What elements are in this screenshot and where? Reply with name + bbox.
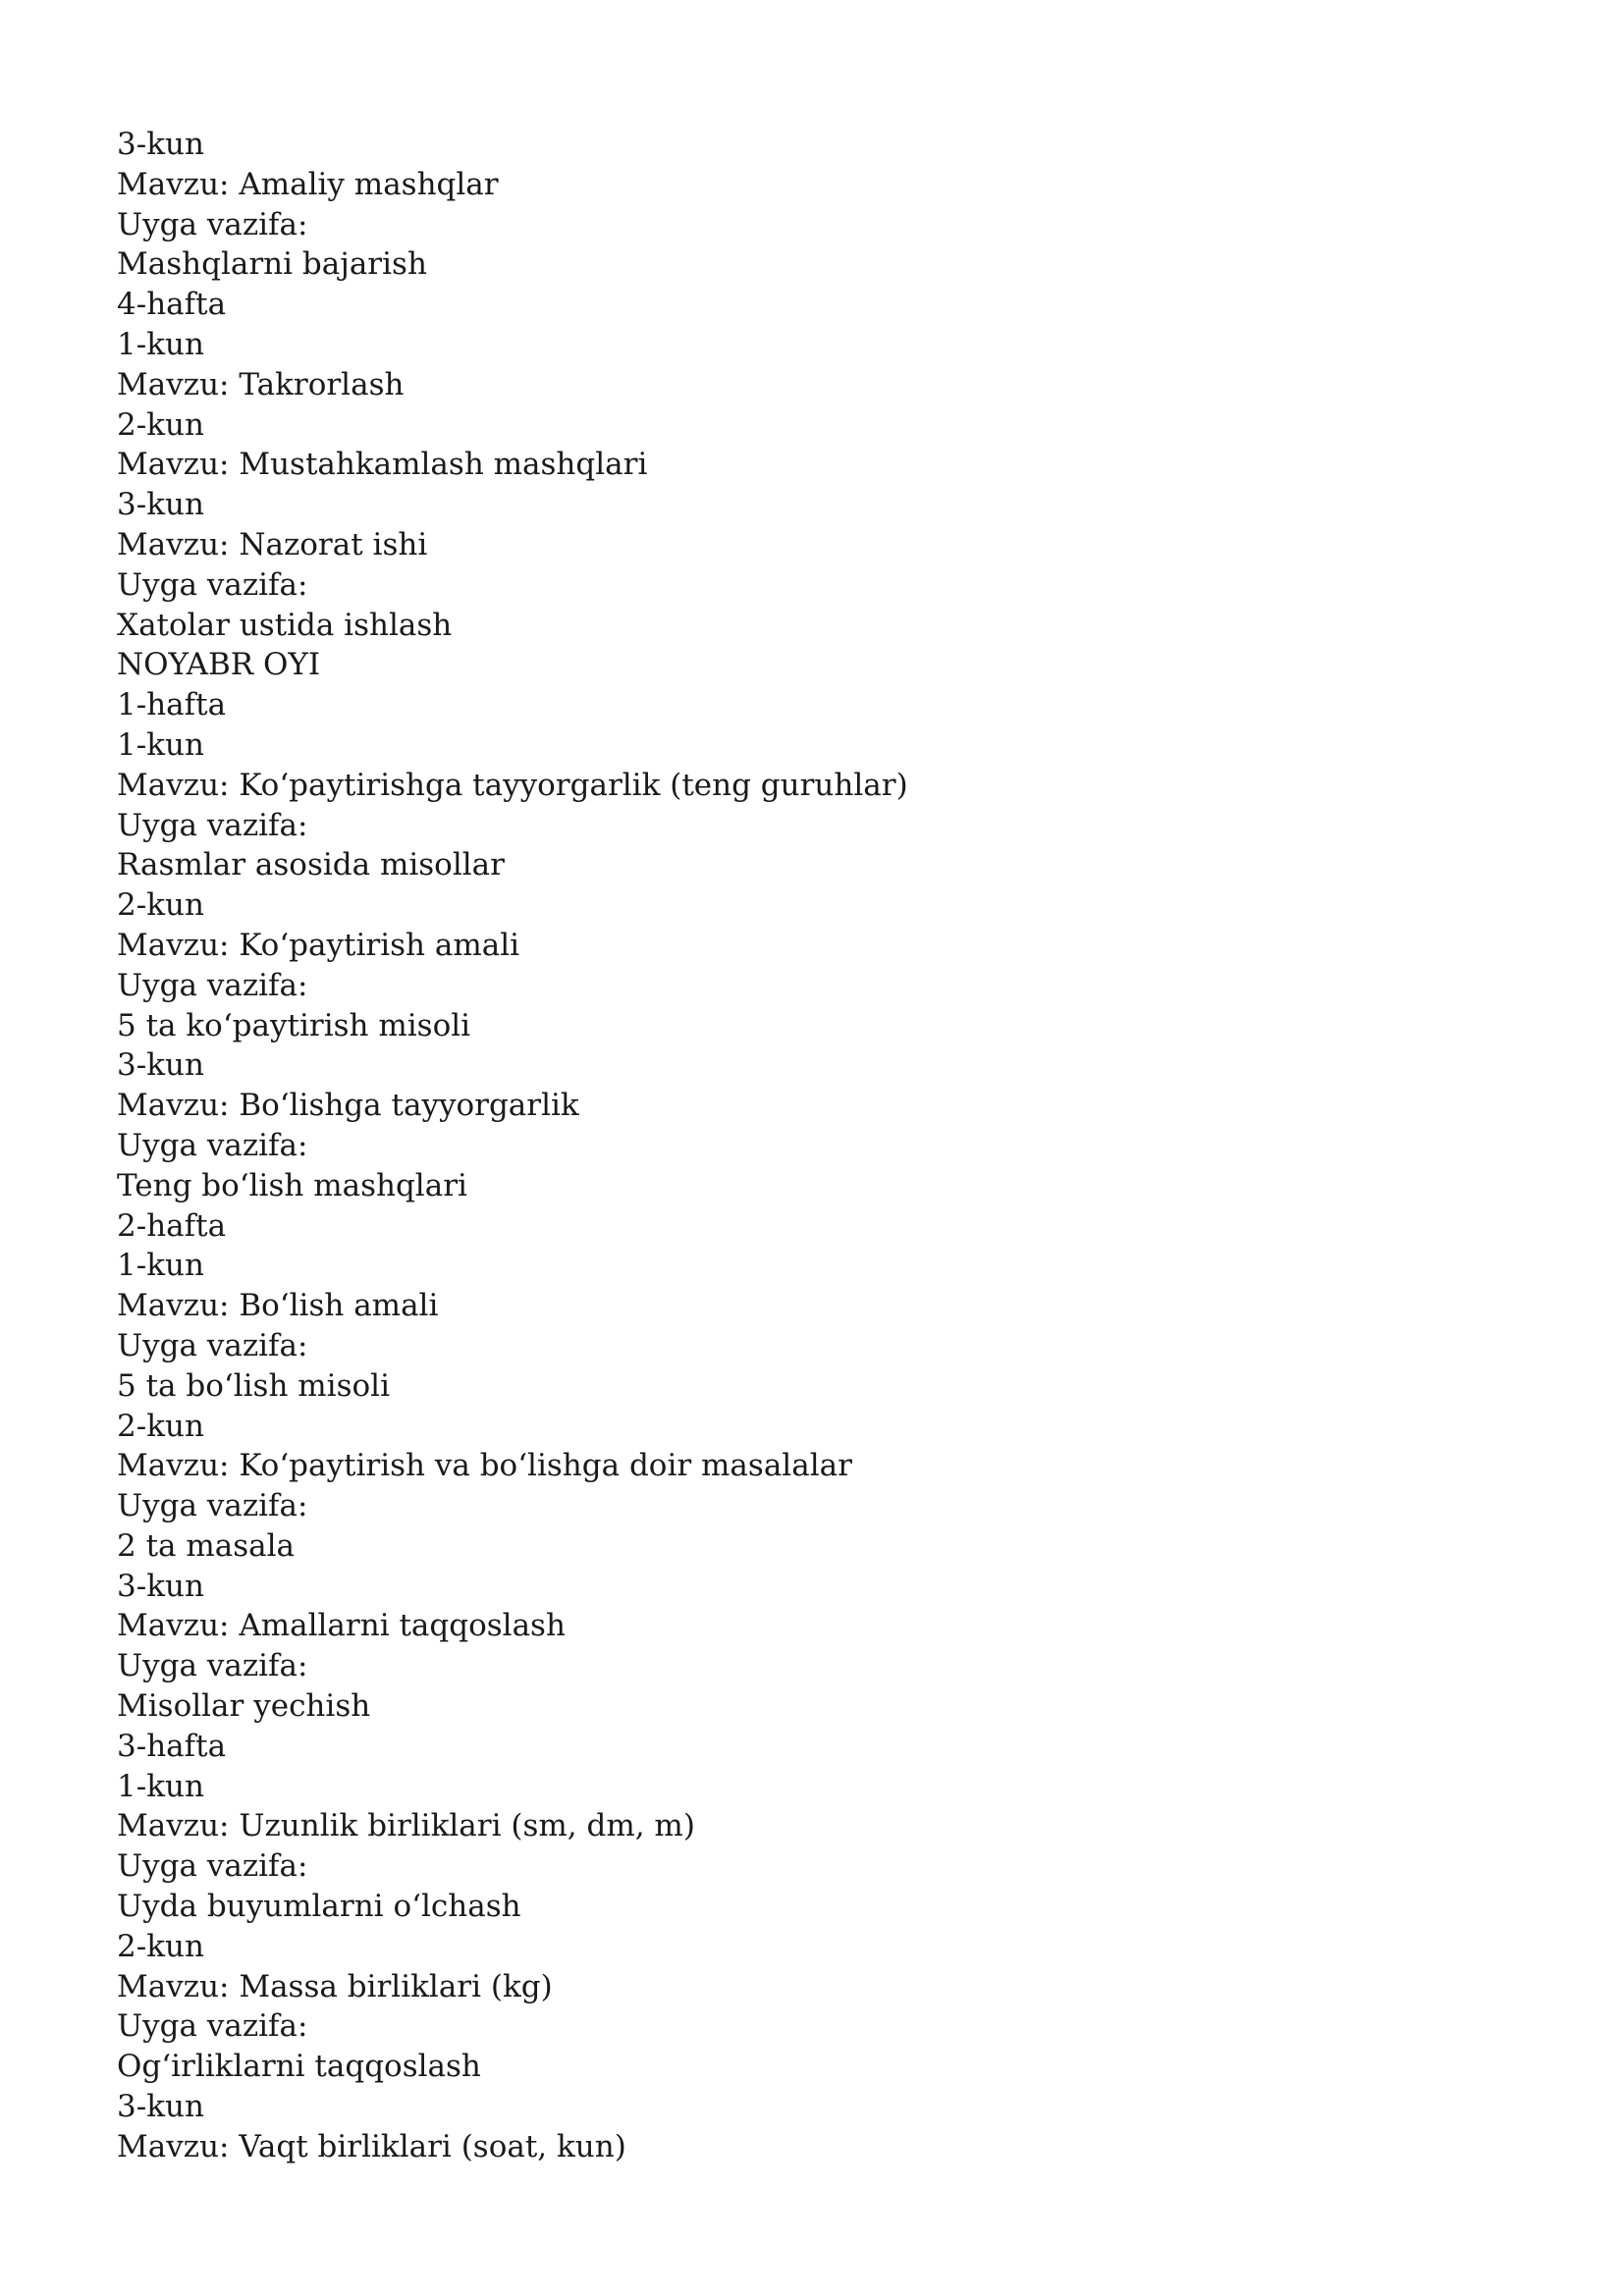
homework-label: Uyga vazifa: [117, 1488, 308, 1524]
topic-line: Mavzu: Boʻlishga tayyorgarlik [117, 1088, 579, 1124]
day-heading: 2-kun [117, 887, 204, 924]
topic-line: Mavzu: Amallarni taqqoslash [117, 1608, 566, 1644]
week-heading: 2-hafta [117, 1207, 227, 1244]
homework-label: Uyga vazifa: [117, 967, 308, 1003]
day-heading: 1-kun [117, 326, 204, 362]
day-heading: 2-kun [117, 1408, 204, 1444]
day-heading: 3-kun [117, 127, 204, 162]
homework-text: 2 ta masala [117, 1527, 296, 1564]
homework-text: 5 ta boʻlish misoli [117, 1367, 391, 1404]
week-heading: 1-hafta [117, 687, 227, 723]
month-heading: NOYABR OYI [117, 647, 321, 683]
homework-text: Teng boʻlish mashqlari [117, 1167, 467, 1203]
homework-text: Xatolar ustida ishlash [117, 607, 453, 643]
day-heading: 3-kun [117, 487, 204, 523]
homework-text: Mashqlarni bajarish [117, 246, 427, 283]
topic-line: Mavzu: Massa birliklari (kg) [117, 1968, 553, 2004]
topic-line: Mavzu: Nazorat ishi [117, 526, 428, 562]
week-heading: 3-hafta [117, 1728, 227, 1764]
homework-label: Uyga vazifa: [117, 807, 308, 843]
homework-label: Uyga vazifa: [117, 206, 308, 242]
homework-label: Uyga vazifa: [117, 1327, 308, 1363]
topic-line: Mavzu: Takrorlash [117, 366, 405, 402]
topic-line: Mavzu: Koʻpaytirish amali [117, 927, 520, 963]
topic-line: Mavzu: Koʻpaytirish va boʻlishga doir masalalar [117, 1448, 852, 1484]
topic-line: Mavzu: Amaliy mashqlar [117, 166, 499, 202]
day-heading: 1-kun [117, 1248, 204, 1284]
homework-label: Uyga vazifa: [117, 1848, 308, 1885]
day-heading: 2-kun [117, 1928, 204, 1964]
day-heading: 1-kun [117, 726, 204, 763]
topic-line: Mavzu: Koʻpaytirishga tayyorgarlik (teng guruhlar) [117, 767, 908, 803]
document-page [117, 125, 1511, 2167]
homework-label: Uyga vazifa: [117, 1127, 308, 1163]
homework-text: Uyda buyumlarni oʻlchash [117, 1889, 521, 1925]
day-heading: 3-kun [117, 1047, 204, 1084]
topic-line: Mavzu: Mustahkamlash mashqlari [117, 447, 648, 483]
homework-label: Uyga vazifa: [117, 1648, 308, 1684]
topic-line: Mavzu: Uzunlik birliklari (sm, dm, m) [117, 1808, 695, 1844]
homework-text: Rasmlar asosida misollar [117, 847, 505, 883]
day-heading: 3-kun [117, 2089, 204, 2125]
day-heading: 2-kun [117, 406, 204, 443]
homework-label: Uyga vazifa: [117, 566, 308, 603]
topic-line: Mavzu: Vaqt birliklari (soat, kun) [117, 2128, 626, 2164]
homework-text: Misollar yechish [117, 1688, 371, 1725]
day-heading: 3-kun [117, 1568, 204, 1604]
topic-line: Mavzu: Boʻlish amali [117, 1288, 439, 1324]
homework-text: Ogʻirliklarni taqqoslash [117, 2049, 481, 2085]
day-heading: 1-kun [117, 1768, 204, 1804]
week-heading: 4-hafta [117, 287, 227, 323]
homework-label: Uyga vazifa: [117, 2008, 308, 2045]
homework-text: 5 ta koʻpaytirish misoli [117, 1007, 471, 1043]
